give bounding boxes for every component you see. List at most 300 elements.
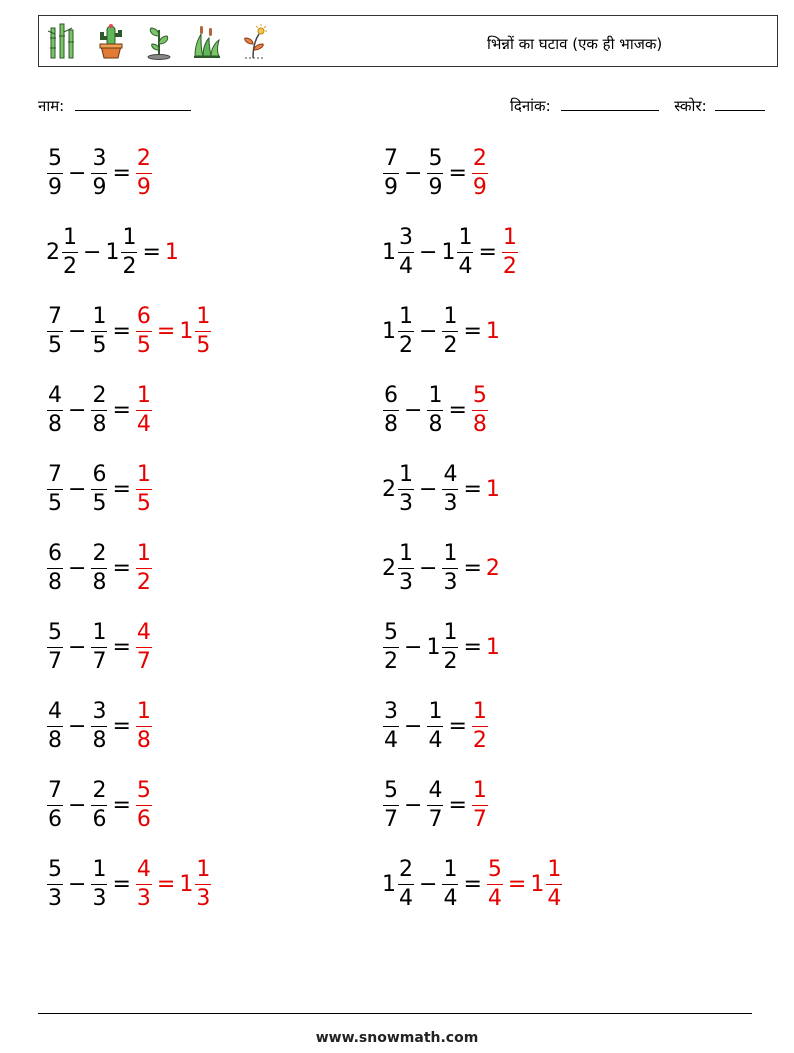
subtrahend — [90, 619, 108, 674]
equals-sign: = — [463, 634, 482, 660]
whole-part: 2 — [485, 555, 500, 581]
answer — [135, 698, 153, 753]
denominator: 7 — [428, 806, 443, 832]
date-label: दिनांक: — [510, 97, 551, 115]
minuend — [382, 777, 400, 832]
fraction — [383, 777, 399, 832]
minus-sign: − — [68, 476, 87, 502]
answer-value — [165, 240, 180, 265]
whole-part: 1 — [179, 871, 194, 897]
fraction — [427, 777, 443, 832]
answer — [471, 382, 489, 437]
fraction — [487, 856, 503, 911]
fraction — [136, 698, 152, 753]
equals-sign: = — [156, 871, 176, 897]
minus-sign: − — [404, 160, 423, 186]
fraction — [195, 856, 211, 911]
problem-item — [382, 696, 489, 756]
subtrahend — [441, 303, 459, 358]
answer — [486, 319, 501, 344]
fraction — [91, 856, 107, 911]
fraction — [398, 303, 414, 358]
answer-value — [486, 477, 501, 502]
equals-sign: = — [463, 476, 482, 502]
fraction — [383, 698, 399, 753]
fraction — [472, 145, 488, 200]
numerator: 6 — [47, 543, 63, 569]
fraction — [47, 698, 63, 753]
equals-sign: = — [112, 713, 131, 739]
minuend — [382, 145, 400, 200]
numerator: 5 — [472, 385, 488, 411]
minus-sign: − — [419, 555, 438, 581]
fraction — [47, 540, 63, 595]
subtrahend — [426, 777, 444, 832]
fraction — [47, 382, 63, 437]
numerator: 5 — [47, 859, 63, 885]
answer — [486, 856, 563, 911]
numerator: 6 — [136, 306, 152, 332]
numerator: 3 — [91, 701, 107, 727]
minus-sign: − — [404, 713, 423, 739]
numerator: 1 — [398, 543, 414, 569]
subtrahend — [90, 856, 108, 911]
fraction — [398, 461, 414, 516]
name-blank[interactable] — [75, 96, 191, 111]
whole-part: 1 — [485, 318, 500, 344]
fraction — [136, 382, 152, 437]
subtrahend — [426, 619, 459, 674]
answer-value — [486, 556, 501, 581]
minus-sign: − — [68, 871, 87, 897]
answer — [486, 635, 501, 660]
fraction — [427, 145, 443, 200]
answer-value — [135, 461, 153, 516]
numerator: 6 — [383, 385, 399, 411]
fraction — [398, 224, 414, 279]
equals-sign: = — [112, 871, 131, 897]
numerator: 1 — [442, 543, 458, 569]
minuend — [382, 540, 415, 595]
problem-item — [382, 301, 501, 361]
answer-value — [486, 319, 501, 344]
problem-item — [46, 775, 153, 835]
minus-sign: − — [68, 318, 87, 344]
fraction — [136, 540, 152, 595]
numerator: 5 — [47, 148, 63, 174]
problem-item — [46, 538, 153, 598]
fraction — [136, 777, 152, 832]
denominator: 5 — [92, 332, 107, 358]
numerator: 4 — [442, 464, 458, 490]
denominator: 2 — [384, 648, 398, 674]
whole-part: 1 — [530, 871, 545, 897]
denominator: 3 — [399, 569, 413, 595]
denominator: 7 — [136, 648, 151, 674]
problem-item — [382, 222, 519, 282]
footer-divider — [38, 1013, 752, 1014]
subtrahend — [90, 145, 108, 200]
whole-part: 2 — [46, 239, 60, 265]
answer-value — [179, 303, 212, 358]
numerator: 1 — [427, 385, 443, 411]
minus-sign: − — [404, 792, 423, 818]
fraction — [91, 145, 107, 200]
equals-sign: = — [112, 792, 131, 818]
whole-part: 1 — [426, 634, 441, 660]
denominator: 4 — [487, 885, 502, 911]
denominator: 8 — [472, 411, 487, 437]
fraction — [472, 382, 488, 437]
denominator: 4 — [384, 727, 398, 753]
problem-item — [382, 775, 489, 835]
fraction — [47, 461, 63, 516]
fraction — [47, 303, 63, 358]
denominator: 9 — [472, 174, 487, 200]
answer — [471, 777, 489, 832]
date-score-field — [510, 96, 765, 116]
numerator: 1 — [457, 227, 473, 253]
numerator: 1 — [546, 859, 562, 885]
fraction — [91, 619, 107, 674]
denominator: 5 — [136, 332, 151, 358]
fraction — [398, 856, 414, 911]
denominator: 3 — [196, 885, 211, 911]
subtrahend — [441, 224, 474, 279]
numerator: 7 — [47, 306, 63, 332]
subtrahend — [90, 777, 108, 832]
denominator: 3 — [443, 569, 458, 595]
answer-value — [135, 303, 153, 358]
answer — [471, 145, 489, 200]
fraction — [442, 461, 458, 516]
problem-item — [46, 143, 153, 203]
whole-part: 1 — [164, 239, 179, 265]
minuend — [46, 145, 64, 200]
answer-value — [135, 777, 153, 832]
fraction — [136, 619, 152, 674]
minuend — [46, 698, 64, 753]
whole-part: 1 — [382, 871, 396, 897]
fraction — [383, 382, 399, 437]
numerator: 1 — [195, 306, 211, 332]
numerator: 1 — [442, 306, 458, 332]
minuend — [382, 382, 400, 437]
numerator: 1 — [398, 306, 414, 332]
denominator: 5 — [48, 332, 62, 358]
denominator: 5 — [92, 490, 107, 516]
subtrahend — [90, 461, 108, 516]
answer-value — [135, 856, 153, 911]
denominator: 2 — [136, 569, 151, 595]
whole-part: 1 — [105, 239, 120, 265]
numerator: 4 — [427, 780, 443, 806]
denominator: 2 — [399, 332, 413, 358]
minus-sign: − — [404, 634, 423, 660]
answer — [135, 856, 212, 911]
minus-sign: − — [404, 397, 423, 423]
denominator: 8 — [384, 411, 398, 437]
equals-sign: = — [112, 634, 131, 660]
equals-sign: = — [463, 871, 482, 897]
denominator: 6 — [136, 806, 151, 832]
numerator: 1 — [136, 464, 152, 490]
fraction — [91, 303, 107, 358]
numerator: 7 — [383, 148, 399, 174]
denominator: 8 — [92, 411, 107, 437]
minus-sign: − — [68, 713, 87, 739]
denominator: 2 — [472, 727, 487, 753]
answer-value — [471, 145, 489, 200]
minuend — [46, 777, 64, 832]
subtrahend — [426, 382, 444, 437]
fraction — [427, 698, 443, 753]
answer — [135, 619, 153, 674]
answer-value — [530, 856, 563, 911]
minus-sign: − — [419, 239, 438, 265]
whole-part: 2 — [382, 476, 396, 502]
numerator: 1 — [427, 701, 443, 727]
numerator: 2 — [91, 543, 107, 569]
flower-icon — [237, 22, 273, 60]
numerator: 3 — [91, 148, 107, 174]
numerator: 3 — [398, 227, 414, 253]
answer — [135, 540, 153, 595]
minuend — [382, 698, 400, 753]
problem-item — [382, 143, 489, 203]
denominator: 7 — [384, 806, 398, 832]
denominator: 4 — [399, 885, 413, 911]
denominator: 4 — [458, 253, 473, 279]
denominator: 5 — [48, 490, 62, 516]
header-icons — [45, 22, 273, 60]
minus-sign: − — [68, 160, 87, 186]
subtrahend — [441, 461, 459, 516]
equals-sign: = — [448, 397, 467, 423]
numerator: 5 — [383, 622, 399, 648]
minuend — [382, 224, 415, 279]
fraction — [383, 619, 399, 674]
minuend — [46, 856, 64, 911]
answer-value — [486, 856, 504, 911]
date-blank[interactable] — [561, 96, 659, 111]
answer-value — [471, 698, 489, 753]
fraction — [62, 224, 78, 279]
numerator: 1 — [136, 385, 152, 411]
equals-sign: = — [112, 397, 131, 423]
denominator: 6 — [48, 806, 62, 832]
name-field — [38, 96, 191, 116]
numerator: 5 — [487, 859, 503, 885]
answer — [135, 303, 212, 358]
denominator: 8 — [48, 569, 62, 595]
numerator: 1 — [442, 859, 458, 885]
minus-sign: − — [68, 555, 87, 581]
subtrahend — [441, 856, 459, 911]
denominator: 4 — [136, 411, 151, 437]
numerator: 2 — [398, 859, 414, 885]
fraction — [472, 777, 488, 832]
sprout-icon — [141, 22, 177, 60]
minuend — [46, 461, 64, 516]
numerator: 6 — [91, 464, 107, 490]
subtrahend — [426, 698, 444, 753]
answer-value — [135, 540, 153, 595]
numerator: 2 — [472, 148, 488, 174]
equals-sign: = — [448, 713, 467, 739]
subtrahend — [90, 698, 108, 753]
denominator: 6 — [92, 806, 107, 832]
answer — [135, 382, 153, 437]
fraction — [47, 619, 63, 674]
grass-icon — [189, 22, 225, 60]
numerator: 1 — [195, 859, 211, 885]
problem-item — [382, 617, 501, 677]
whole-part: 1 — [382, 239, 396, 265]
denominator: 5 — [136, 490, 151, 516]
answer-value — [135, 382, 153, 437]
minuend — [46, 540, 64, 595]
denominator: 3 — [136, 885, 151, 911]
footer-url: www.snowmath.com — [315, 1030, 479, 1046]
numerator: 7 — [47, 464, 63, 490]
denominator: 7 — [48, 648, 62, 674]
problem-item — [46, 222, 180, 282]
numerator: 4 — [136, 859, 152, 885]
denominator: 3 — [443, 490, 458, 516]
whole-part: 1 — [485, 476, 500, 502]
answer-value — [135, 698, 153, 753]
denominator: 2 — [443, 648, 458, 674]
whole-part: 1 — [485, 634, 500, 660]
minuend — [46, 382, 64, 437]
fraction — [47, 145, 63, 200]
fraction — [47, 856, 63, 911]
answer — [165, 240, 180, 265]
subtrahend — [426, 145, 444, 200]
header-box — [38, 15, 778, 67]
numerator: 1 — [121, 227, 137, 253]
numerator: 5 — [136, 780, 152, 806]
minuend — [46, 303, 64, 358]
minus-sign: − — [419, 871, 438, 897]
problem-item — [46, 617, 153, 677]
equals-sign: = — [448, 792, 467, 818]
minuend — [382, 461, 415, 516]
fraction — [91, 777, 107, 832]
cactus-icon — [93, 22, 129, 60]
numerator: 1 — [502, 227, 518, 253]
problem-item — [46, 301, 212, 361]
equals-sign: = — [112, 555, 131, 581]
denominator: 7 — [472, 806, 487, 832]
numerator: 1 — [472, 701, 488, 727]
minuend — [46, 619, 64, 674]
denominator: 9 — [48, 174, 62, 200]
answer-value — [471, 382, 489, 437]
numerator: 2 — [136, 148, 152, 174]
numerator: 4 — [136, 622, 152, 648]
fraction — [442, 619, 458, 674]
whole-part: 1 — [179, 318, 194, 344]
bamboo-icon — [45, 22, 81, 60]
fraction — [47, 777, 63, 832]
equals-sign: = — [507, 871, 527, 897]
denominator: 4 — [443, 885, 458, 911]
fraction — [546, 856, 562, 911]
numerator: 5 — [47, 622, 63, 648]
numerator: 5 — [383, 780, 399, 806]
numerator: 1 — [91, 622, 107, 648]
minuend — [382, 303, 415, 358]
denominator: 8 — [48, 411, 62, 437]
answer — [471, 698, 489, 753]
fraction — [472, 698, 488, 753]
problem-item — [382, 854, 563, 914]
fraction — [91, 461, 107, 516]
denominator: 8 — [92, 727, 107, 753]
denominator: 4 — [399, 253, 413, 279]
minus-sign: − — [419, 318, 438, 344]
fraction — [91, 382, 107, 437]
denominator: 2 — [122, 253, 137, 279]
numerator: 1 — [136, 543, 152, 569]
denominator: 4 — [547, 885, 562, 911]
minus-sign: − — [68, 634, 87, 660]
subtrahend — [105, 224, 138, 279]
denominator: 8 — [48, 727, 62, 753]
score-label: स्कोर: — [674, 97, 707, 115]
denominator: 5 — [196, 332, 211, 358]
numerator: 1 — [91, 859, 107, 885]
denominator: 2 — [63, 253, 77, 279]
fraction — [383, 145, 399, 200]
equals-sign: = — [112, 476, 131, 502]
subtrahend — [90, 540, 108, 595]
problem-item — [382, 538, 501, 598]
fraction — [136, 461, 152, 516]
numerator: 2 — [91, 780, 107, 806]
subtrahend — [90, 382, 108, 437]
denominator: 9 — [136, 174, 151, 200]
denominator: 4 — [428, 727, 443, 753]
equals-sign: = — [156, 318, 176, 344]
minuend — [46, 224, 79, 279]
fraction — [136, 145, 152, 200]
answer — [135, 461, 153, 516]
numerator: 3 — [383, 701, 399, 727]
answer-value — [135, 145, 153, 200]
numerator: 2 — [91, 385, 107, 411]
fraction — [398, 540, 414, 595]
fraction — [442, 540, 458, 595]
equals-sign: = — [463, 318, 482, 344]
fraction — [442, 303, 458, 358]
denominator: 9 — [428, 174, 443, 200]
numerator: 1 — [472, 780, 488, 806]
denominator: 3 — [92, 885, 107, 911]
equals-sign: = — [112, 318, 131, 344]
subtrahend — [441, 540, 459, 595]
problem-item — [46, 380, 153, 440]
problem-item — [46, 696, 153, 756]
numerator: 1 — [91, 306, 107, 332]
problem-item — [382, 380, 489, 440]
minus-sign: − — [68, 792, 87, 818]
denominator: 8 — [136, 727, 151, 753]
answer — [486, 477, 501, 502]
score-blank[interactable] — [715, 96, 765, 111]
